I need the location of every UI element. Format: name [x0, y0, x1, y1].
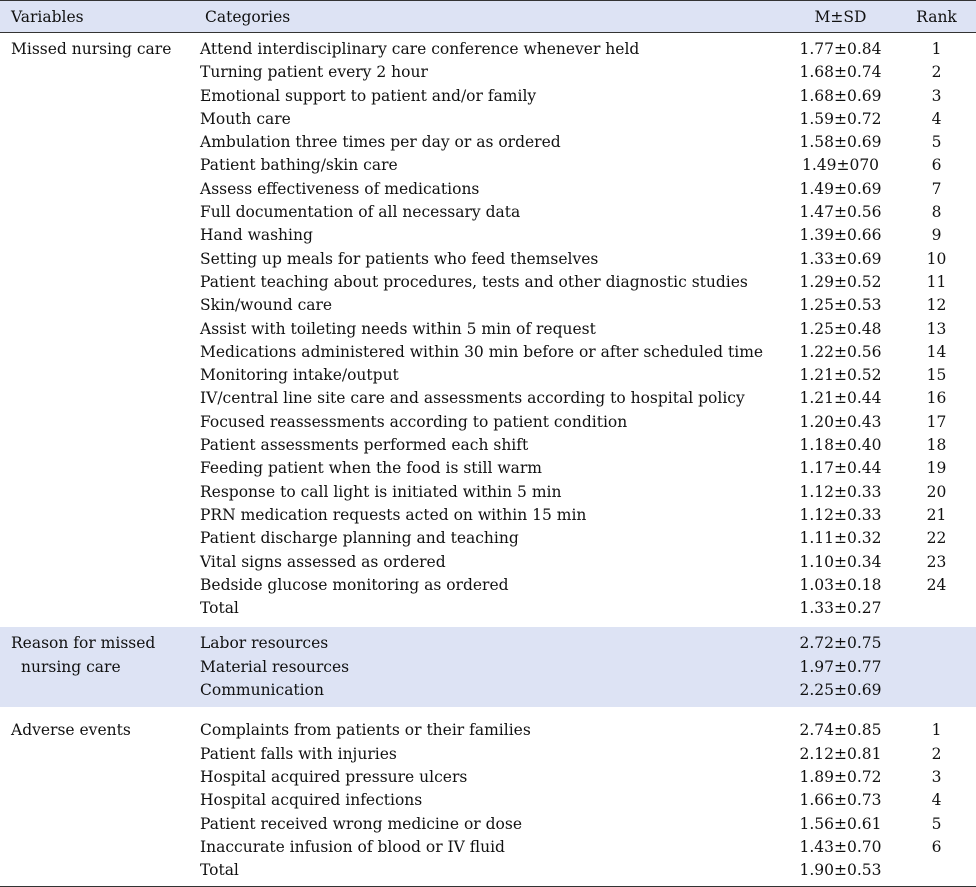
table-row — [0, 527, 976, 550]
msd-cell: 1.33±0.27 — [799, 599, 882, 618]
msd-cell: 1.49±070 — [801, 156, 880, 175]
category-cell: Patient assessments performed each shift — [200, 436, 529, 455]
variable-cell — [0, 224, 194, 247]
category-cell: Inaccurate infusion of blood or IV fluid — [200, 837, 505, 856]
table-row — [0, 574, 976, 597]
rank-cell: 21 — [926, 505, 947, 524]
msd-cell: 1.39±0.66 — [799, 226, 882, 245]
msd-cell: 1.22±0.56 — [799, 342, 882, 361]
rank-cell: 11 — [926, 272, 947, 291]
category-cell: Vital signs assessed as ordered — [200, 552, 446, 571]
rank-cell: 24 — [926, 575, 947, 594]
variable-cell — [0, 679, 194, 707]
msd-cell: 1.18±0.40 — [799, 436, 882, 455]
rank-cell: 10 — [926, 249, 947, 268]
rank-cell — [897, 859, 976, 887]
section-missed-nursing-care — [0, 33, 976, 621]
msd-cell: 1.29±0.52 — [799, 272, 882, 291]
rank-cell: 3 — [931, 86, 942, 105]
msd-cell: 1.21±0.52 — [799, 366, 882, 385]
rank-cell: 8 — [931, 203, 942, 222]
category-cell: Material resources — [200, 657, 350, 676]
rank-cell: 4 — [931, 109, 942, 128]
variable-cell — [0, 271, 194, 294]
msd-cell: 1.59±0.72 — [799, 109, 882, 128]
variable-cell — [0, 836, 194, 859]
table-row — [0, 627, 976, 655]
header-rank: Rank — [897, 1, 976, 33]
rank-cell — [897, 627, 976, 655]
variable-cell — [0, 131, 194, 154]
variable-cell — [0, 457, 194, 480]
category-cell: Labor resources — [200, 634, 329, 653]
variable-cell — [0, 789, 194, 812]
header-categories: Categories — [194, 1, 784, 33]
rank-cell: 5 — [931, 814, 942, 833]
rank-cell: 23 — [926, 552, 947, 571]
rank-cell: 19 — [926, 459, 947, 478]
variable-cell — [0, 248, 194, 271]
category-cell: Complaints from patients or their families — [200, 721, 531, 740]
category-cell: Patient discharge planning and teaching — [200, 529, 519, 548]
table-row — [0, 813, 976, 836]
variable-cell — [0, 294, 194, 317]
rank-cell — [897, 597, 976, 620]
rank-cell: 20 — [926, 482, 947, 501]
category-cell: Monitoring intake/output — [200, 366, 399, 385]
variable-cell — [0, 61, 194, 84]
category-cell: Skin/wound care — [200, 296, 333, 315]
category-cell: Patient bathing/skin care — [200, 156, 398, 175]
variable-cell — [0, 743, 194, 766]
msd-cell: 1.68±0.69 — [799, 86, 882, 105]
category-cell: Hand washing — [200, 226, 313, 245]
category-cell: Turning patient every 2 hour — [200, 63, 428, 82]
rank-cell: 7 — [931, 179, 942, 198]
msd-cell: 1.47±0.56 — [799, 203, 882, 222]
msd-cell: 2.74±0.85 — [799, 721, 882, 740]
category-cell: Total — [194, 859, 784, 887]
header-variables: Variables — [0, 1, 194, 33]
variable-cell — [0, 481, 194, 504]
rank-cell: 18 — [926, 436, 947, 455]
rank-cell: 13 — [926, 319, 947, 338]
variable-cell — [0, 813, 194, 836]
category-cell: Bedside glucose monitoring as ordered — [200, 575, 509, 594]
rank-cell — [897, 679, 976, 707]
variable-cell — [0, 434, 194, 457]
rank-cell: 9 — [931, 226, 942, 245]
category-cell: Communication — [200, 681, 324, 700]
variable-cell — [0, 85, 194, 108]
msd-cell: 2.25±0.69 — [799, 681, 882, 700]
rank-cell: 1 — [931, 721, 942, 740]
table-row — [0, 341, 976, 364]
table-row — [0, 85, 976, 108]
table-row — [0, 836, 976, 859]
table-row — [0, 201, 976, 224]
msd-cell: 1.49±0.69 — [799, 179, 882, 198]
msd-cell: 1.66±0.73 — [799, 791, 882, 810]
category-cell: Assist with toileting needs within 5 min of request — [200, 319, 596, 338]
table-row — [0, 271, 976, 294]
variable-label: Adverse events — [11, 721, 131, 740]
table-row — [0, 766, 976, 789]
category-cell: Hospital acquired infections — [200, 791, 423, 810]
msd-cell: 1.12±0.33 — [799, 482, 882, 501]
msd-cell: 1.58±0.69 — [799, 133, 882, 152]
variable-cell — [0, 201, 194, 224]
header-msd: M±SD — [784, 1, 897, 33]
category-cell: IV/central line site care and assessments according to hospital policy — [200, 389, 745, 408]
table-row — [0, 551, 976, 574]
msd-cell: 1.11±0.32 — [799, 529, 882, 548]
variable-cell — [0, 178, 194, 201]
variable-cell — [0, 341, 194, 364]
table-row — [0, 481, 976, 504]
msd-cell: 1.43±0.70 — [799, 837, 882, 856]
variable-cell — [0, 551, 194, 574]
table-row — [0, 743, 976, 766]
rank-cell: 16 — [926, 389, 947, 408]
rank-cell: 22 — [926, 529, 947, 548]
rank-cell: 17 — [926, 412, 947, 431]
category-cell: Mouth care — [200, 109, 291, 128]
variable-label-cont: nursing care — [21, 657, 121, 676]
msd-cell: 1.56±0.61 — [799, 814, 882, 833]
variable-cell — [0, 504, 194, 527]
rank-cell: 5 — [931, 133, 942, 152]
category-cell: Total — [200, 599, 239, 618]
category-cell: Medications administered within 30 min before or after scheduled time — [200, 342, 764, 361]
table-row — [0, 457, 976, 480]
rank-cell: 15 — [926, 366, 947, 385]
table-row — [0, 131, 976, 154]
rank-cell: 14 — [926, 342, 947, 361]
table-row — [0, 178, 976, 201]
rank-cell: 6 — [931, 837, 942, 856]
msd-cell: 1.17±0.44 — [799, 459, 882, 478]
table-row — [0, 294, 976, 317]
msd-cell: 1.12±0.33 — [799, 505, 882, 524]
rank-cell: 2 — [931, 63, 942, 82]
rank-cell — [897, 656, 976, 679]
msd-cell: 1.10±0.34 — [799, 552, 882, 571]
variable-cell — [0, 527, 194, 550]
table-row — [0, 318, 976, 341]
variable-cell — [0, 387, 194, 410]
category-cell: Attend interdisciplinary care conference whenever held — [200, 40, 640, 58]
msd-cell: 1.33±0.69 — [799, 249, 882, 268]
table-row — [0, 108, 976, 131]
variable-label: Missed nursing care — [11, 40, 172, 58]
table-row — [0, 597, 976, 620]
variable-cell — [0, 154, 194, 177]
variable-cell — [0, 597, 194, 620]
msd-cell: 1.89±0.72 — [799, 767, 882, 786]
rank-cell: 4 — [931, 791, 942, 810]
table-row — [0, 33, 976, 62]
msd-cell: 1.97±0.77 — [799, 657, 882, 676]
category-cell: Patient teaching about procedures, tests and other diagnostic studies — [200, 272, 748, 291]
category-cell: Patient received wrong medicine or dose — [200, 814, 523, 833]
section-adverse-events — [0, 714, 976, 887]
msd-cell: 1.21±0.44 — [799, 389, 882, 408]
table-row — [0, 679, 976, 707]
category-cell: Setting up meals for patients who feed themselves — [200, 249, 599, 268]
msd-cell: 1.77±0.84 — [799, 40, 882, 58]
category-cell: Patient falls with injuries — [200, 744, 397, 763]
msd-cell: 1.25±0.53 — [799, 296, 882, 315]
table-row — [0, 656, 976, 679]
variable-label: Reason for missed — [11, 634, 156, 653]
table-row — [0, 434, 976, 457]
table-row — [0, 411, 976, 434]
rank-cell: 1 — [931, 40, 942, 58]
table-row — [0, 154, 976, 177]
category-cell: Full documentation of all necessary data — [200, 203, 521, 222]
variable-cell — [0, 108, 194, 131]
msd-cell: 2.72±0.75 — [799, 634, 882, 653]
table-row — [0, 364, 976, 387]
table-row — [0, 504, 976, 527]
variable-cell — [0, 859, 194, 887]
table-row — [0, 859, 976, 887]
msd-cell: 1.03±0.18 — [799, 575, 882, 594]
category-cell: Feeding patient when the food is still warm — [200, 459, 542, 478]
msd-cell: 1.25±0.48 — [799, 319, 882, 338]
category-cell: Ambulation three times per day or as ordered — [200, 133, 561, 152]
msd-cell: 1.68±0.74 — [799, 63, 882, 82]
rank-cell: 6 — [931, 156, 942, 175]
header-row — [0, 1, 976, 33]
table-row — [0, 789, 976, 812]
table-row — [0, 248, 976, 271]
rank-cell: 3 — [931, 767, 942, 786]
msd-cell: 1.20±0.43 — [799, 412, 882, 431]
variable-cell — [0, 318, 194, 341]
category-cell: Response to call light is initiated within 5 min — [200, 482, 562, 501]
section-reason-for-missed — [0, 627, 976, 707]
category-cell: Emotional support to patient and/or family — [200, 86, 537, 105]
table-row — [0, 224, 976, 247]
category-cell: Hospital acquired pressure ulcers — [200, 767, 468, 786]
variable-cell — [0, 574, 194, 597]
rank-cell: 2 — [931, 744, 942, 763]
variable-cell — [0, 364, 194, 387]
variable-cell — [0, 766, 194, 789]
category-cell: PRN medication requests acted on within 15 min — [200, 505, 587, 524]
msd-cell: 2.12±0.81 — [799, 744, 882, 763]
table-row — [0, 61, 976, 84]
table-row — [0, 387, 976, 410]
rank-cell: 12 — [926, 296, 947, 315]
category-cell: Focused reassessments according to patient condition — [200, 412, 628, 431]
variable-cell — [0, 411, 194, 434]
msd-cell: 1.90±0.53 — [784, 859, 897, 887]
category-cell: Assess effectiveness of medications — [200, 179, 480, 198]
table-row — [0, 714, 976, 742]
